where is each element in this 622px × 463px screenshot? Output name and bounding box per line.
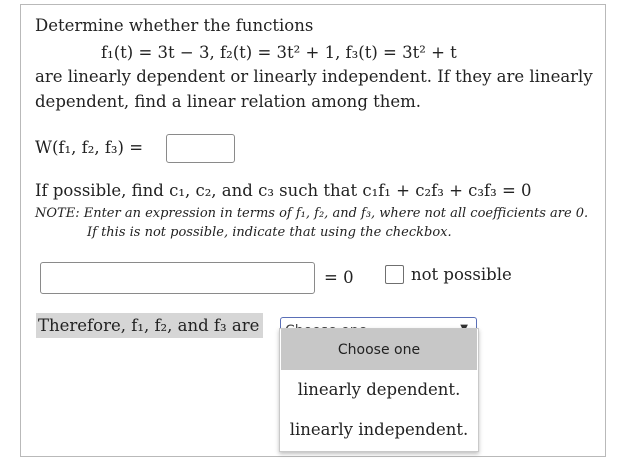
- linear-relation-input[interactable]: [40, 262, 315, 294]
- question-line-2: dependent, find a linear relation among them.: [35, 92, 422, 111]
- dropdown-option-dependent[interactable]: linearly dependent.: [297, 380, 461, 399]
- equals-zero-label: = 0: [324, 268, 354, 287]
- relation-prompt: If possible, find c₁, c₂, and c₃ such that c₁f₁ + c₂f₃ + c₃f₃ = 0: [35, 181, 532, 200]
- question-line-1: are linearly dependent or linearly independent. If they are linearly: [35, 67, 593, 86]
- conclusion-label: Therefore, f₁, f₂, and f₃ are: [36, 313, 263, 338]
- functions-definition: f₁(t) = 3t − 3, f₂(t) = 3t² + 1, f₃(t) = 3t² + t: [101, 43, 457, 62]
- note-line-1: NOTE: Enter an expression in terms of f₁, f₂, and f₃, where not all coefficients are 0.: [35, 206, 589, 221]
- problem-panel: [20, 4, 606, 457]
- wronskian-input[interactable]: [166, 134, 235, 163]
- wronskian-label: W(f₁, f₂, f₃) =: [35, 138, 144, 157]
- note-line-2: If this is not possible, indicate that using the checkbox.: [87, 225, 452, 240]
- intro-text: Determine whether the functions: [35, 16, 314, 35]
- conclusion-dropdown-menu: [279, 328, 479, 452]
- not-possible-checkbox[interactable]: [385, 265, 404, 284]
- not-possible-label: not possible: [411, 265, 512, 284]
- conclusion-label-wrapper: [36, 316, 263, 335]
- dropdown-option-independent[interactable]: linearly independent.: [289, 420, 469, 439]
- dropdown-option-choose-one[interactable]: Choose one: [281, 329, 477, 370]
